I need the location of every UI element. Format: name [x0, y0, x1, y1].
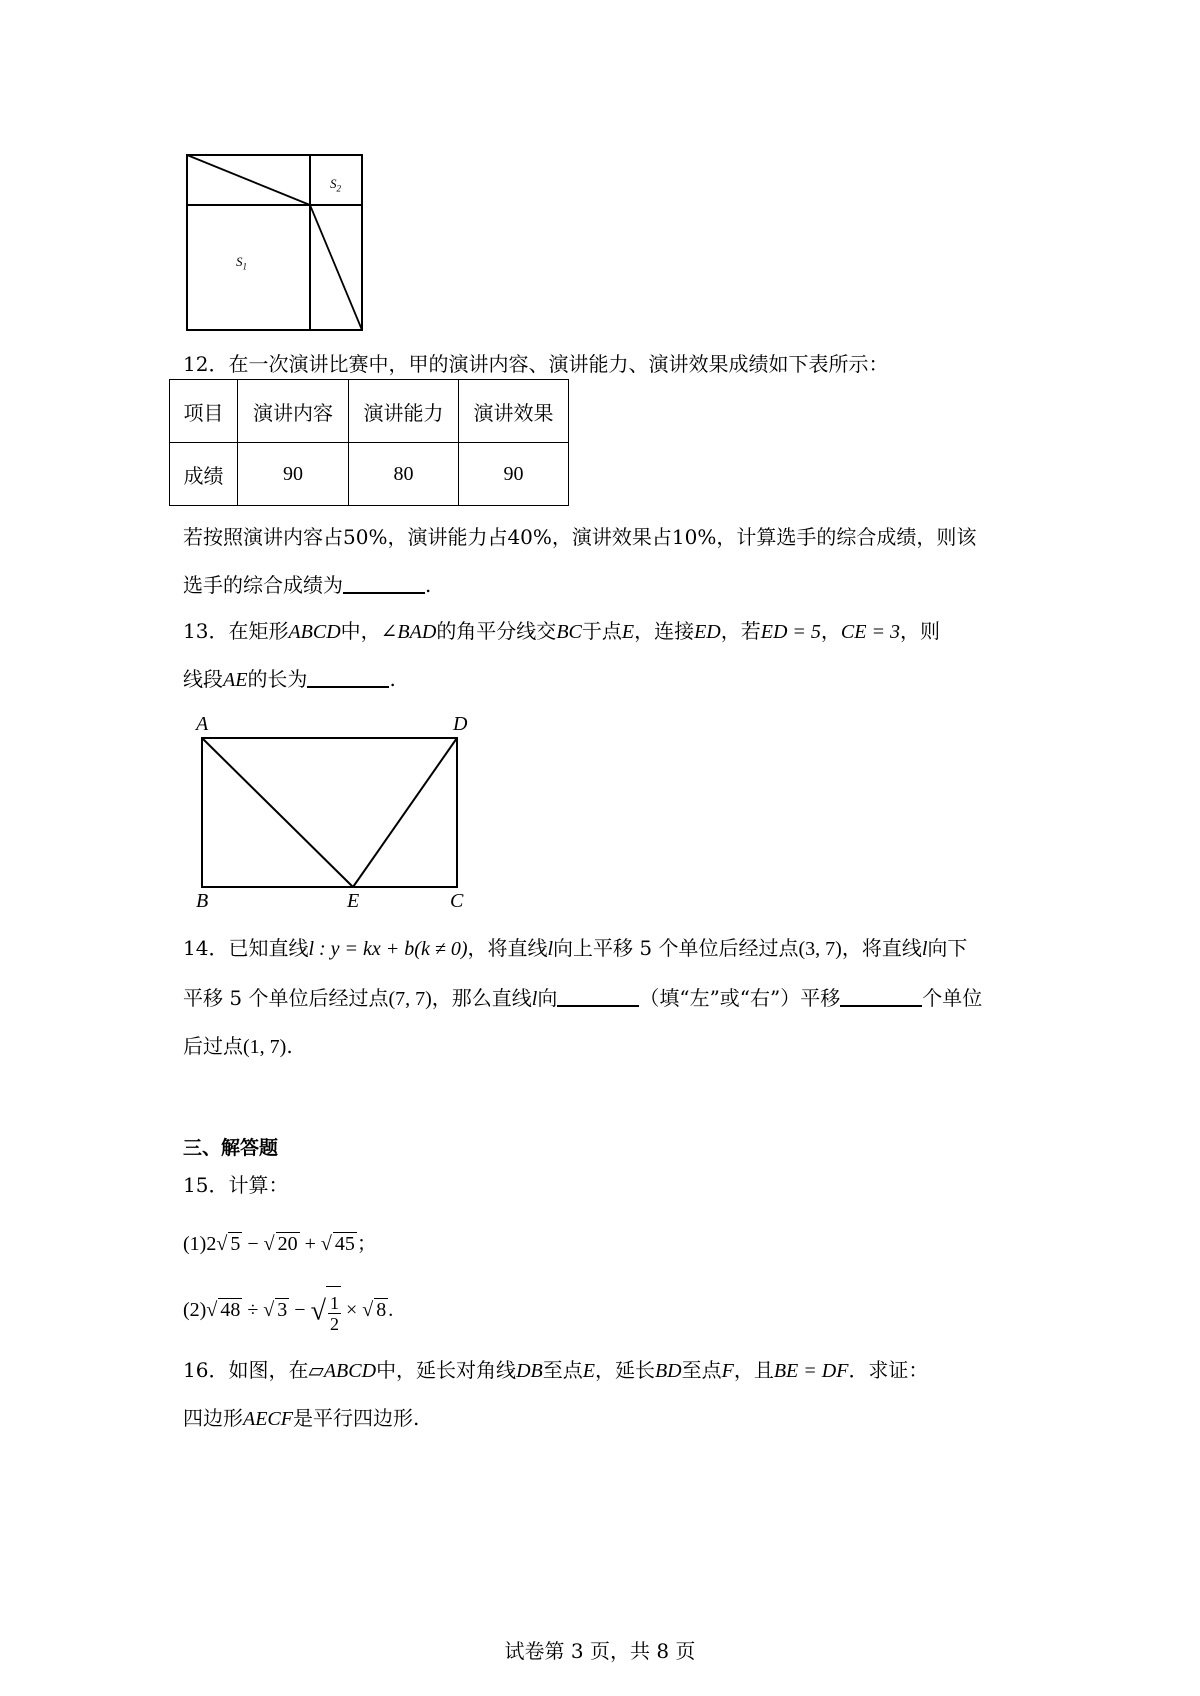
- answer-blank: [307, 668, 389, 688]
- table-row: [170, 443, 569, 506]
- vertex-label-a: A: [196, 713, 209, 735]
- page-footer: 试卷第 3 页，共 8 页: [504, 1639, 696, 1663]
- rectangle-figure: [195, 730, 475, 905]
- table-cell: 90: [459, 443, 569, 506]
- s2-label: $S_2$: [330, 176, 341, 194]
- vertex-label-b: B: [196, 890, 209, 912]
- table-row: [170, 380, 569, 443]
- vertex-label-d: D: [453, 713, 468, 735]
- table-cell: 演讲内容: [238, 380, 349, 443]
- table-cell: 演讲效果: [459, 380, 569, 443]
- q15-part1: (1)2√ 5 − √ 20 + √ 45 ；: [183, 1233, 377, 1255]
- q15-title: 15．计算：: [183, 1173, 289, 1197]
- table-cell: 成绩: [170, 443, 238, 506]
- q14-line1: 14．已知直线l : y = kx + b(k ≠ 0)，将直线l向上平移 5 个单位后经过点(3, 7)，将直线l向下: [183, 936, 968, 960]
- answer-blank: [557, 987, 639, 1007]
- q15-part2: (2)√ 48 ÷ √ 3 − √ $\frac{1}{2}$ × √ 8 .: [183, 1285, 393, 1337]
- q14-line2: 平移 5 个单位后经过点(7, 7)，那么直线l向 （填“左”或“右”）平移 个单位: [183, 986, 983, 1010]
- q16-line2: 四边形AECF是平行四边形.: [183, 1406, 420, 1430]
- table-cell: 项目: [170, 380, 238, 443]
- score-table: [169, 379, 569, 506]
- vertex-label-c: C: [450, 890, 464, 912]
- section-heading: 三、解答题: [183, 1137, 279, 1159]
- answer-blank: [343, 574, 425, 594]
- s1-label: $S_1$: [236, 254, 247, 272]
- vertex-label-e: E: [347, 890, 360, 912]
- q12-line2: 若按照演讲内容占50%，演讲能力占40%，演讲效果占10%，计算选手的综合成绩，则该: [183, 525, 977, 549]
- table-cell: 90: [238, 443, 349, 506]
- q13-line2: 线段AE的长为 .: [183, 667, 396, 691]
- q16-line1: 16．如图，在▱ABCD中，延长对角线DB至点E，延长BD至点F，且BE = DF．求证：: [183, 1358, 929, 1382]
- q14-line3: 后过点(1, 7).: [183, 1034, 293, 1058]
- q12-text: 12．在一次演讲比赛中，甲的演讲内容、演讲能力、演讲效果成绩如下表所示：: [183, 352, 889, 376]
- q12-line3: 选手的综合成绩为 .: [183, 573, 432, 597]
- answer-blank: [840, 987, 922, 1007]
- table-cell: 演讲能力: [349, 380, 459, 443]
- q13-line1: 13．在矩形ABCD中，∠BAD的角平分线交BC于点E，连接ED，若ED = 5，CE = 3，则: [183, 619, 940, 643]
- table-cell: 80: [349, 443, 459, 506]
